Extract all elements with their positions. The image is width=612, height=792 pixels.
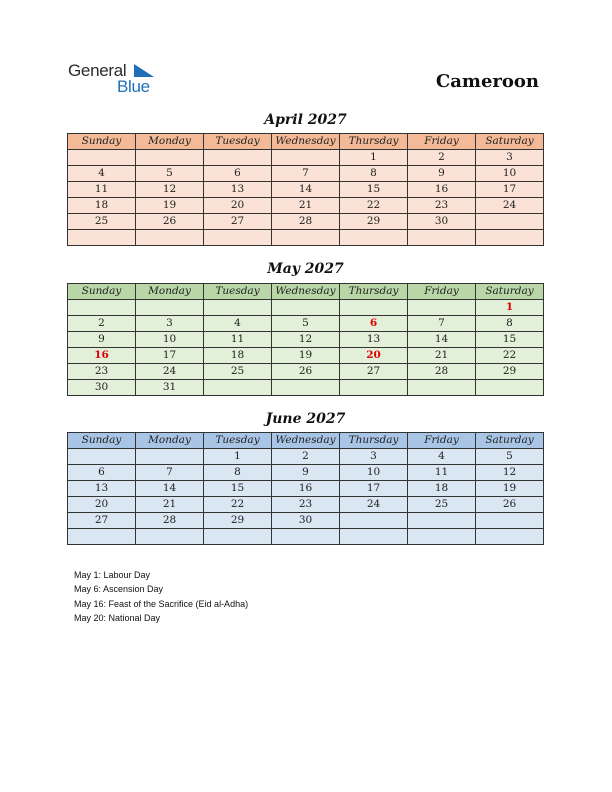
day-cell: 30 [408, 214, 476, 230]
day-cell [136, 449, 204, 465]
day-cell: 23 [272, 497, 340, 513]
day-cell [68, 529, 136, 545]
day-cell: 28 [408, 364, 476, 380]
day-cell: 26 [136, 214, 204, 230]
day-cell: 13 [68, 481, 136, 497]
day-cell [136, 529, 204, 545]
week-row [68, 316, 544, 332]
weekday-saturday: Saturday [476, 134, 544, 150]
weekday-saturday: Saturday [476, 433, 544, 449]
day-cell: 14 [136, 481, 204, 497]
day-cell: 18 [408, 481, 476, 497]
day-cell: 18 [204, 348, 272, 364]
day-cell [340, 529, 408, 545]
weekday-thursday: Thursday [340, 433, 408, 449]
weekday-sunday: Sunday [68, 134, 136, 150]
month-title-april: April 2027 [264, 112, 347, 128]
day-cell [272, 150, 340, 166]
day-cell [272, 380, 340, 396]
day-cell [68, 150, 136, 166]
day-cell [340, 300, 408, 316]
weekday-wednesday: Wednesday [272, 433, 340, 449]
weekday-wednesday: Wednesday [272, 284, 340, 300]
day-cell: 16 [272, 481, 340, 497]
day-cell: 1 [340, 150, 408, 166]
day-cell: 28 [272, 214, 340, 230]
day-cell: 1 [204, 449, 272, 465]
day-cell: 5 [136, 166, 204, 182]
day-cell [204, 529, 272, 545]
weekday-monday: Monday [136, 433, 204, 449]
weekday-monday: Monday [136, 134, 204, 150]
day-cell: 2 [272, 449, 340, 465]
week-row [68, 497, 544, 513]
day-cell: 18 [68, 198, 136, 214]
weekday-sunday: Sunday [68, 433, 136, 449]
day-cell [476, 380, 544, 396]
day-cell: 3 [136, 316, 204, 332]
day-cell [136, 230, 204, 246]
holiday-item: May 1: Labour Day [74, 570, 151, 580]
day-cell: 11 [204, 332, 272, 348]
calendar-april [67, 133, 544, 246]
day-cell: 7 [272, 166, 340, 182]
day-cell: 12 [476, 465, 544, 481]
weekday-friday: Friday [408, 284, 476, 300]
day-cell: 17 [136, 348, 204, 364]
day-cell: 5 [272, 316, 340, 332]
weekday-sunday: Sunday [68, 284, 136, 300]
day-cell: 2 [68, 316, 136, 332]
weekday-saturday: Saturday [476, 284, 544, 300]
day-cell: 27 [68, 513, 136, 529]
day-cell: 6 [340, 316, 408, 332]
weekday-tuesday: Tuesday [204, 134, 272, 150]
day-cell: 16 [408, 182, 476, 198]
day-cell [408, 529, 476, 545]
day-cell: 29 [476, 364, 544, 380]
day-cell: 7 [408, 316, 476, 332]
day-cell: 29 [340, 214, 408, 230]
holiday-item: May 16: Feast of the Sacrifice (Eid al-Adha) [74, 598, 249, 609]
logo-word-general: General [68, 61, 127, 80]
day-cell [68, 449, 136, 465]
weekday-header-row [68, 433, 544, 449]
day-cell: 28 [136, 513, 204, 529]
day-cell: 7 [136, 465, 204, 481]
day-cell [340, 513, 408, 529]
day-cell [204, 380, 272, 396]
day-cell: 23 [68, 364, 136, 380]
weekday-wednesday: Wednesday [272, 134, 340, 150]
day-cell: 2 [408, 150, 476, 166]
day-cell: 19 [136, 198, 204, 214]
day-cell: 25 [408, 497, 476, 513]
calendar-may [67, 283, 544, 396]
day-cell: 22 [340, 198, 408, 214]
holiday-item: May 20: National Day [74, 612, 161, 623]
day-cell: 10 [136, 332, 204, 348]
week-row [68, 150, 544, 166]
week-row [68, 348, 544, 364]
day-cell: 20 [204, 198, 272, 214]
day-cell: 21 [408, 348, 476, 364]
week-row [68, 513, 544, 529]
day-cell [136, 150, 204, 166]
day-cell: 29 [204, 513, 272, 529]
day-cell [408, 230, 476, 246]
week-row [68, 230, 544, 246]
day-cell [136, 300, 204, 316]
country-title: Cameroon [435, 71, 539, 92]
day-cell: 14 [408, 332, 476, 348]
weekday-friday: Friday [408, 134, 476, 150]
day-cell: 4 [204, 316, 272, 332]
day-cell [272, 529, 340, 545]
holiday-list [74, 568, 248, 625]
week-row [68, 449, 544, 465]
day-cell: 5 [476, 449, 544, 465]
day-cell: 9 [68, 332, 136, 348]
day-cell: 8 [340, 166, 408, 182]
weekday-tuesday: Tuesday [204, 284, 272, 300]
day-cell [340, 230, 408, 246]
day-cell: 31 [136, 380, 204, 396]
logo-word-blue: Blue [117, 77, 150, 96]
day-cell [68, 230, 136, 246]
day-cell: 3 [340, 449, 408, 465]
day-cell: 13 [204, 182, 272, 198]
day-cell: 13 [340, 332, 408, 348]
day-cell: 4 [68, 166, 136, 182]
day-cell: 21 [272, 198, 340, 214]
day-cell [476, 529, 544, 545]
day-cell [408, 380, 476, 396]
day-cell: 26 [476, 497, 544, 513]
general-blue-logo [68, 61, 168, 97]
day-cell: 3 [476, 150, 544, 166]
week-row [68, 182, 544, 198]
day-cell: 24 [476, 198, 544, 214]
week-row [68, 364, 544, 380]
day-cell [408, 300, 476, 316]
day-cell: 15 [204, 481, 272, 497]
day-cell: 12 [272, 332, 340, 348]
day-cell: 22 [204, 497, 272, 513]
weekday-header-row [68, 284, 544, 300]
day-cell: 11 [68, 182, 136, 198]
day-cell: 6 [204, 166, 272, 182]
day-cell [408, 513, 476, 529]
day-cell: 27 [204, 214, 272, 230]
week-row [68, 481, 544, 497]
holiday-item: May 6: Ascension Day [74, 584, 164, 595]
day-cell: 20 [340, 348, 408, 364]
weekday-thursday: Thursday [340, 284, 408, 300]
week-row [68, 214, 544, 230]
week-row [68, 465, 544, 481]
week-row [68, 380, 544, 396]
day-cell: 12 [136, 182, 204, 198]
day-cell: 25 [68, 214, 136, 230]
day-cell [68, 300, 136, 316]
calendar-june [67, 432, 544, 545]
day-cell [476, 513, 544, 529]
day-cell: 22 [476, 348, 544, 364]
weekday-monday: Monday [136, 284, 204, 300]
weekday-thursday: Thursday [340, 134, 408, 150]
week-row [68, 529, 544, 545]
day-cell: 19 [272, 348, 340, 364]
day-cell: 15 [476, 332, 544, 348]
day-cell: 16 [68, 348, 136, 364]
day-cell [340, 380, 408, 396]
day-cell [204, 150, 272, 166]
week-row [68, 332, 544, 348]
day-cell [204, 230, 272, 246]
day-cell: 9 [272, 465, 340, 481]
day-cell: 4 [408, 449, 476, 465]
day-cell: 14 [272, 182, 340, 198]
day-cell [476, 214, 544, 230]
day-cell: 30 [272, 513, 340, 529]
day-cell: 10 [476, 166, 544, 182]
day-cell [204, 300, 272, 316]
day-cell: 17 [340, 481, 408, 497]
weekday-header-row [68, 134, 544, 150]
day-cell: 6 [68, 465, 136, 481]
day-cell: 15 [340, 182, 408, 198]
day-cell [476, 230, 544, 246]
day-cell: 8 [204, 465, 272, 481]
week-row [68, 300, 544, 316]
month-title-june: June 2027 [265, 411, 346, 427]
weekday-friday: Friday [408, 433, 476, 449]
day-cell: 11 [408, 465, 476, 481]
day-cell [272, 300, 340, 316]
day-cell: 8 [476, 316, 544, 332]
day-cell: 20 [68, 497, 136, 513]
day-cell: 9 [408, 166, 476, 182]
day-cell: 19 [476, 481, 544, 497]
day-cell: 1 [476, 300, 544, 316]
day-cell: 26 [272, 364, 340, 380]
day-cell: 10 [340, 465, 408, 481]
day-cell: 30 [68, 380, 136, 396]
day-cell: 23 [408, 198, 476, 214]
day-cell: 24 [136, 364, 204, 380]
week-row [68, 166, 544, 182]
day-cell: 25 [204, 364, 272, 380]
day-cell: 27 [340, 364, 408, 380]
day-cell: 24 [340, 497, 408, 513]
day-cell: 17 [476, 182, 544, 198]
month-title-may: May 2027 [267, 261, 344, 277]
week-row [68, 198, 544, 214]
day-cell: 21 [136, 497, 204, 513]
day-cell [272, 230, 340, 246]
weekday-tuesday: Tuesday [204, 433, 272, 449]
logo-triangle-icon [134, 64, 154, 78]
